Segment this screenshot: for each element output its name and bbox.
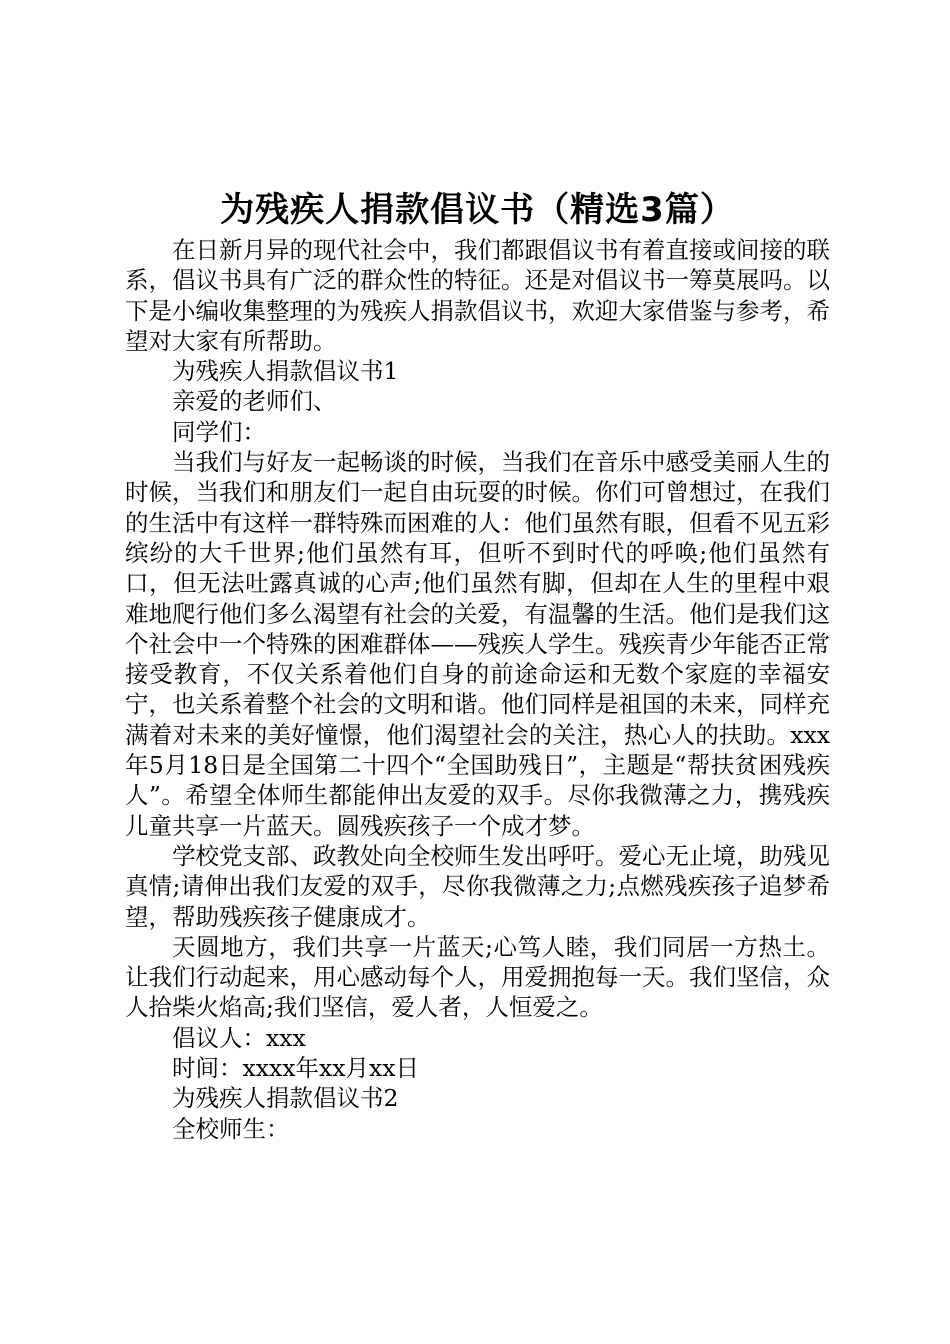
body-paragraph: 天圆地方，我们共享一片蓝天;心笃人睦，我们同居一方热土。让我们行动起来，用心感动每个人，用爱拥抱每一天。我们坚信，众人拾柴火焰高;我们坚信，爱人者，人恒爱之。 (125, 932, 830, 1022)
intro-paragraph: 在日新月异的现代社会中，我们都跟倡议书有着直接或间接的联系，倡议书具有广泛的群众性的特征。还是对倡议书一筹莫展吗。以下是小编收集整理的为残疾人捐款倡议书，欢迎大家借鉴与参考，希望对大家有所帮助。 (125, 236, 830, 355)
section-heading-2: 为残疾人捐款倡议书2 (172, 1084, 399, 1113)
initiator-line: 倡议人：xxx (172, 1023, 306, 1052)
body-paragraph: 学校党支部、政教处向全校师生发出呼吁。爱心无止境，助残见真情;请伸出我们友爱的双手，尽你我微薄之力;点燃残疾孩子追梦希望，帮助残疾孩子健康成才。 (125, 841, 830, 931)
document-page (125, 185, 830, 1144)
salutation-all: 全校师生： (172, 1114, 290, 1143)
document-title: 为残疾人捐款倡议书（精选3篇） (220, 190, 735, 230)
body-paragraph: 当我们与好友一起畅谈的时候，当我们在音乐中感受美丽人生的时候，当我们和朋友们一起自由玩耍的时候。你们可曾想过，在我们的生活中有这样一群特殊而困难的人：他们虽然有眼，但看不见五彩缤纷的大千世界;他们虽然有耳，但听不到时代的呼唤;他们虽然有口，但无法吐露真诚的心声;他们虽然有脚，但却在人生的里程中艰难地爬行他们多么渴望有社会的关爱，有温馨的生活。他们是我们这个社会中一个特殊的困难群体——残疾人学生。残疾青少年能否正常接受教育，不仅关系着他们自身的前途命运和无数个家庭的幸福安宁，也关系着整个社会的文明和谐。他们同样是祖国的未来，同样充满着对未来的美好憧憬，他们渴望社会的关注，热心人的扶助。xxx年5月18日是全国第二十四个“全国助残日”，主题是“帮扶贫困残疾人”。希望全体师生都能伸出友爱的双手。尽你我微薄之力，携残疾儿童共享一片蓝天。圆残疾孩子一个成才梦。 (125, 448, 830, 840)
salutation-students: 同学们： (172, 417, 266, 446)
section-heading-1: 为残疾人捐款倡议书1 (172, 357, 399, 386)
salutation-teachers: 亲爱的老师们、 (172, 387, 337, 416)
date-line: 时间：xxxx年xx月xx日 (172, 1054, 420, 1083)
